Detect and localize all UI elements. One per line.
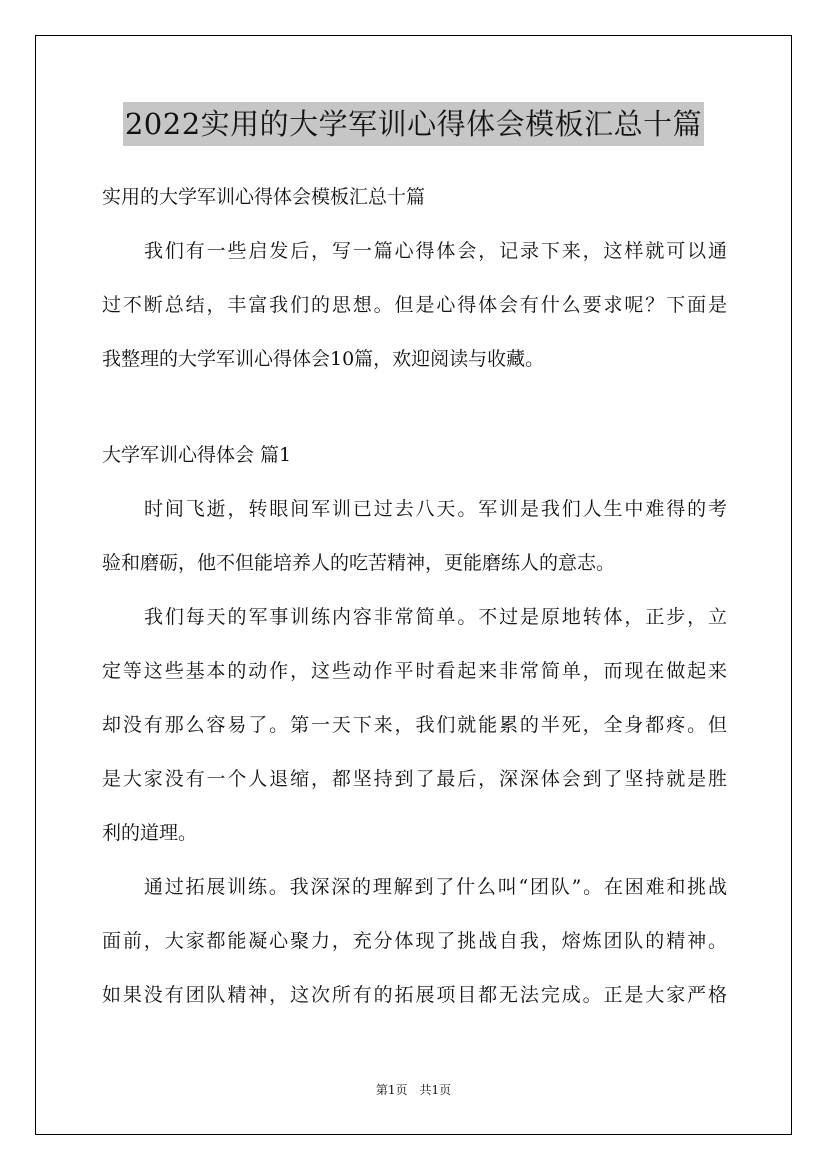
paragraph-line: 利的道理。	[102, 822, 198, 844]
paragraph-line: 定等这些基本的动作，这些动作平时看起来非常简单，而现在做起来	[102, 660, 727, 682]
intro-line: 过不断总结，丰富我们的思想。但是心得体会有什么要求呢？下面是	[102, 294, 727, 316]
document-subtitle: 实用的大学军训心得体会模板汇总十篇	[102, 186, 426, 208]
document-title-text: 2022实用的大学军训心得体会模板汇总十篇	[123, 102, 704, 146]
paragraph-line: 我们每天的军事训练内容非常简单。不过是原地转体，正步，立	[144, 606, 727, 628]
document-body	[102, 170, 727, 1022]
intro-line: 我整理的大学军训心得体会10篇，欢迎阅读与收藏。	[102, 348, 545, 370]
paragraph-line: 验和磨砺，他不但能培养人的吃苦精神，更能磨练人的意志。	[102, 552, 616, 574]
paragraph-line: 如果没有团队精神，这次所有的拓展项目都无法完成。正是大家严格	[102, 984, 727, 1006]
intro-line: 我们有一些启发后，写一篇心得体会，记录下来，这样就可以通	[144, 240, 727, 262]
paragraph-line: 时间飞逝，转眼间军训已过去八天。军训是我们人生中难得的考	[144, 498, 727, 520]
paragraph-line: 是大家没有一个人退缩，都坚持到了最后，深深体会到了坚持就是胜	[102, 768, 727, 790]
document-title	[0, 102, 827, 146]
page-number: 第1页	[375, 1083, 408, 1097]
paragraph-line: 却没有那么容易了。第一天下来，我们就能累的半死，全身都疼。但	[102, 714, 727, 736]
paragraph-line: 面前，大家都能凝心聚力，充分体现了挑战自我，熔炼团队的精神。	[102, 930, 727, 952]
page-total: 共1页	[419, 1083, 452, 1097]
paragraph-line: 通过拓展训练。我深深的理解到了什么叫“团队”。在困难和挑战	[144, 876, 727, 898]
section-heading: 大学军训心得体会 篇1	[102, 444, 292, 466]
page-footer	[0, 1081, 827, 1098]
